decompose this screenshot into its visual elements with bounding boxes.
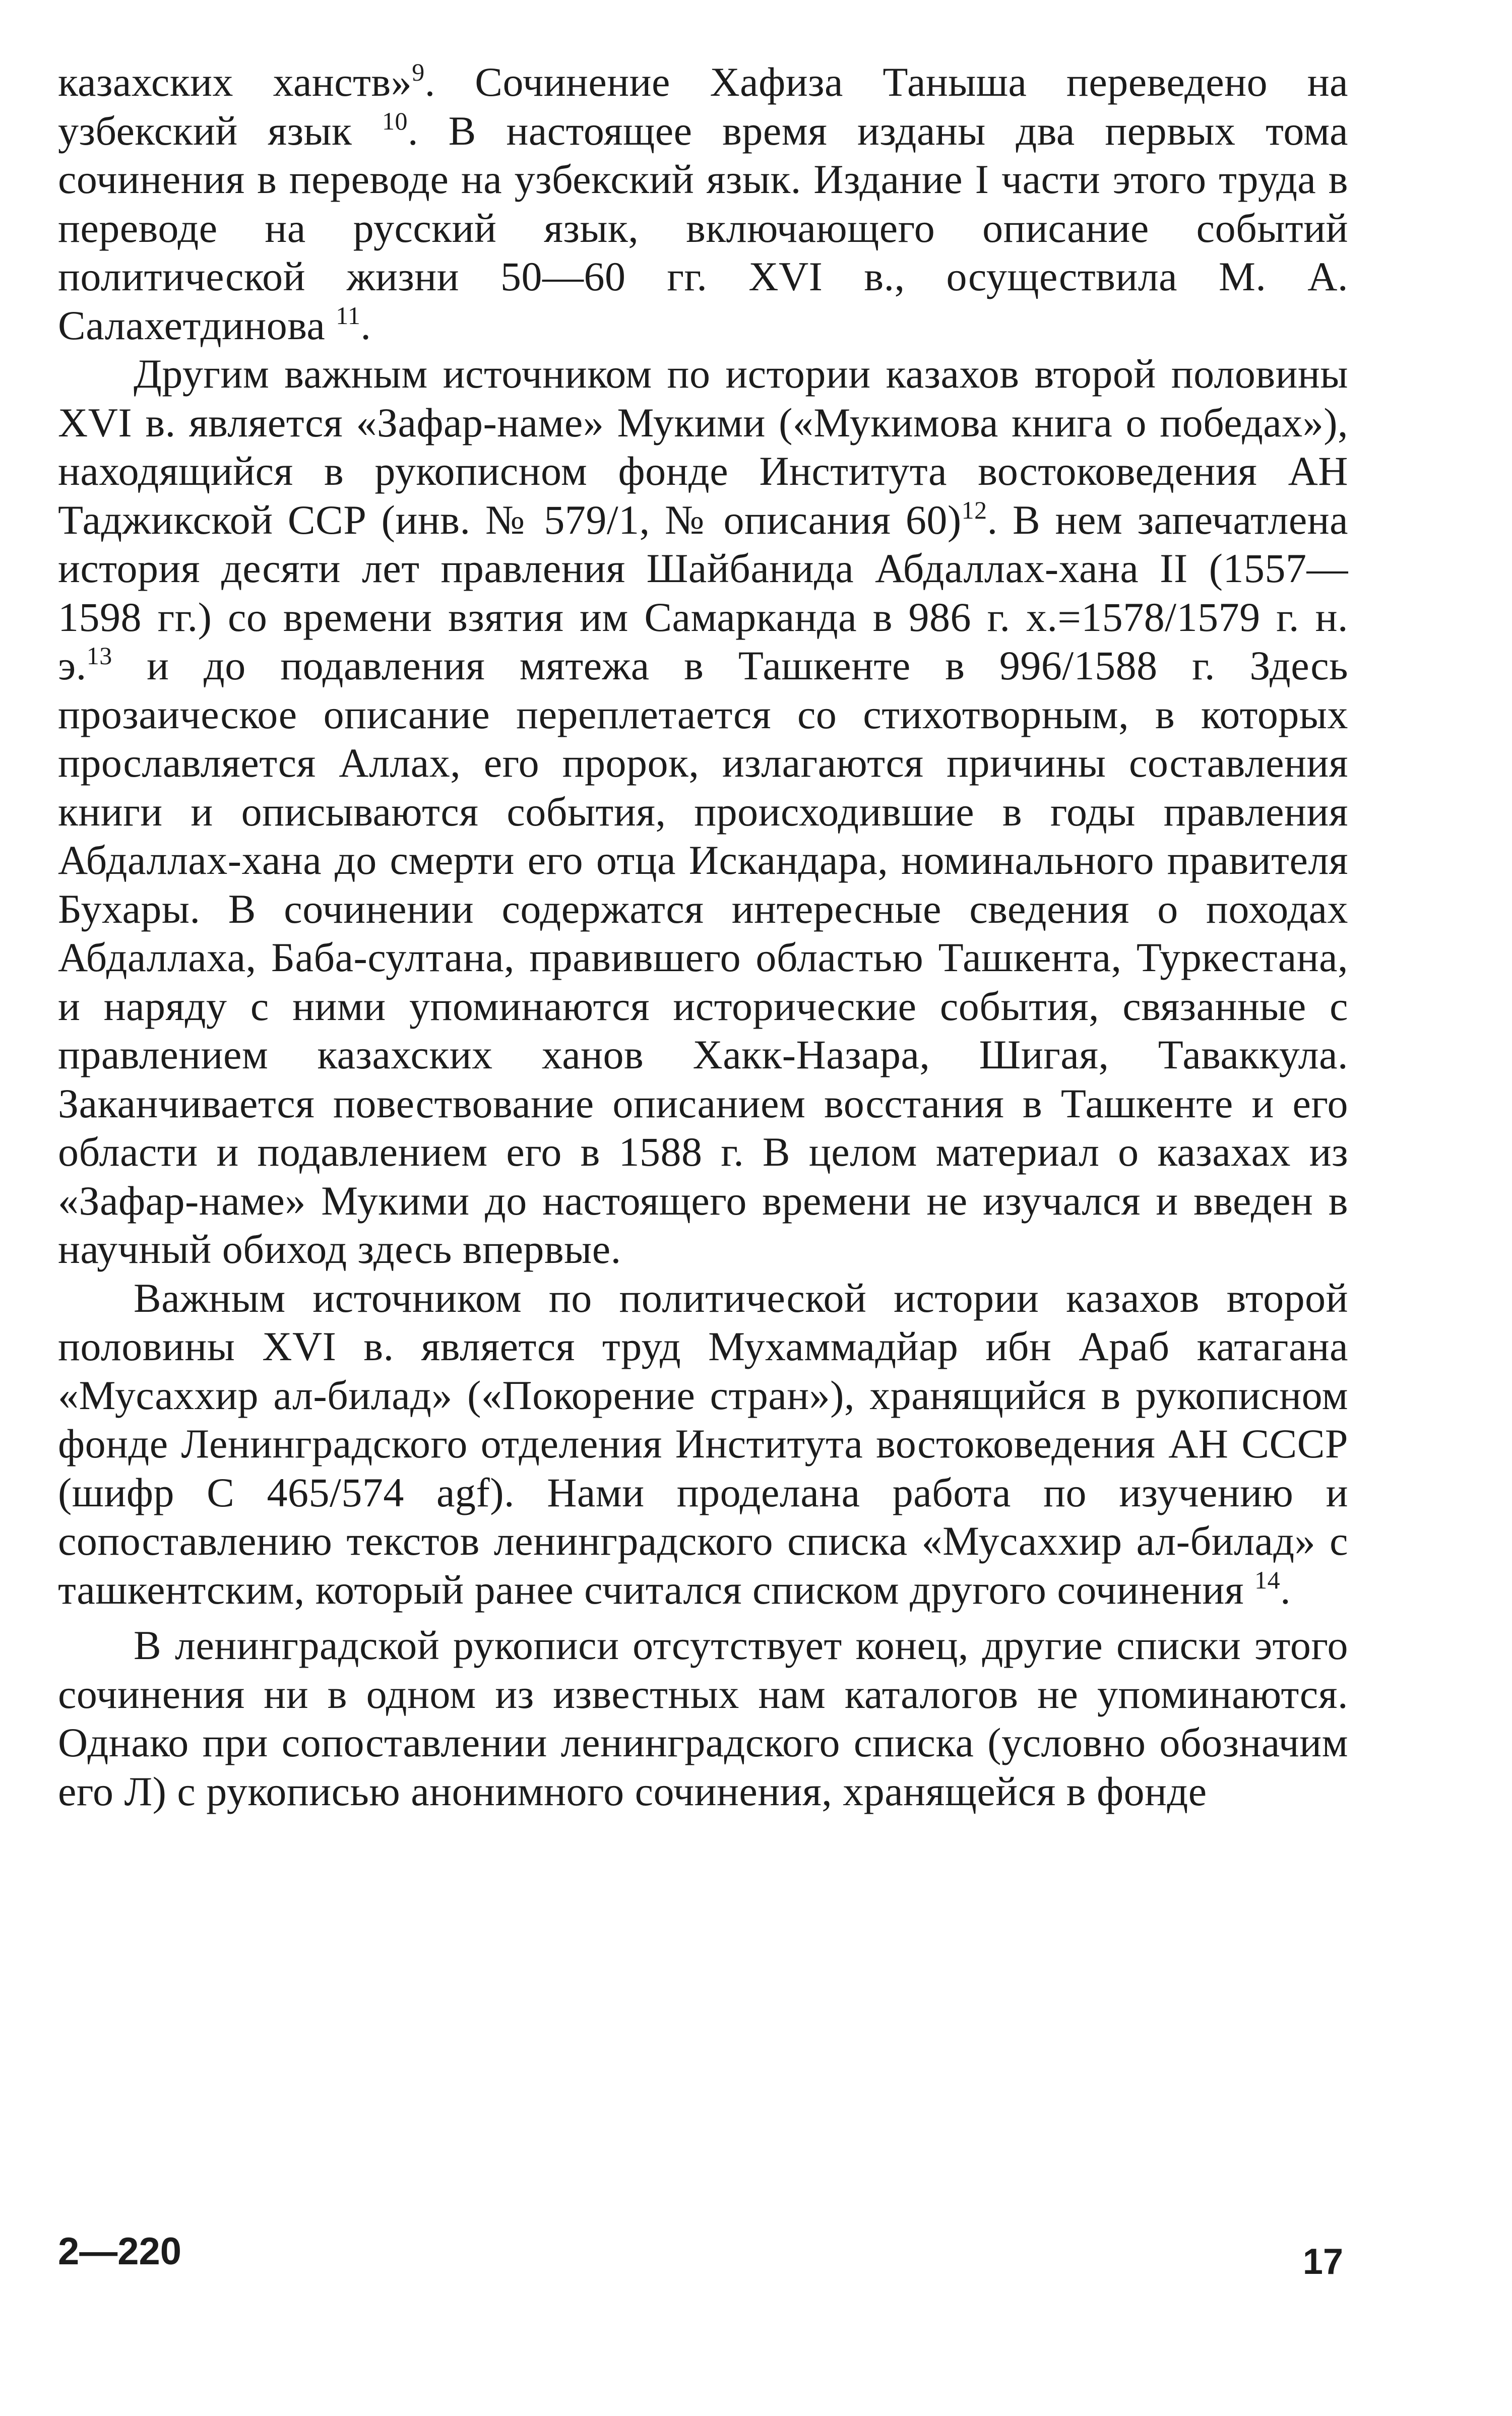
text-run: В ленинградской рукописи отсутствует конец, другие списки этого сочинения ни в одном из известных нам каталогов не упоминаются. Однако при сопоставлении ленинградского списка (условно обозначим его Л) с рукописью анонимного сочинения, хранящейся в фонде [58, 1622, 1348, 1814]
text-run: . Сочинение Хафиза Таныша переведено на узбекский язык [58, 59, 1348, 154]
paragraph [58, 350, 1348, 1274]
text-run: и до подавления мятежа в Ташкенте в 996/1588 г. Здесь прозаическое описание переплетается со стихотворным, в которых прославляется Аллах, его пророк, излагаются причины составления книги и описываются события, происходившие в годы правления Абдаллах-хана до смерти его отца Искандара, номинального правителя Бухары. В сочинении содержатся интересные сведения о походах Абдаллаха, Баба-султана, правившего областью Ташкента, Туркестана, и наряду с ними упоминаются исторические события, связанные с правлением казахских ханов Хакк-Назара, Шигая, Таваккула. Заканчивается повествование описанием восстания в Ташкенте и его области и подавлением его в 1588 г. В целом материал о казахах из «Зафар-наме» Мукими до настоящего времени не изучался и введен в научный обиход здесь впервые. [58, 643, 1348, 1272]
page-number: 17 [1302, 2242, 1343, 2282]
body-text [58, 58, 1348, 1816]
paragraph [58, 1621, 1348, 1816]
footnote-ref: 13 [86, 642, 112, 670]
footnote-ref: 10 [382, 106, 408, 135]
footnote-ref: 9 [412, 58, 425, 86]
page-footer [58, 2227, 1348, 2282]
footnote-ref: 11 [336, 301, 361, 330]
footnote-ref: 14 [1254, 1565, 1281, 1594]
text-run: Другим важным источником по истории казахов второй половины XVI в. является «Зафар-наме» Мукими («Мукимова книга о победах»), находящийся в рукописном фонде Института востоковедения АН Таджикской ССР (инв. № 579/1, № описания 60) [58, 351, 1348, 543]
footnote-ref: 12 [961, 495, 987, 524]
paragraph [58, 1274, 1348, 1615]
printer-signature-mark: 2—220 [58, 2230, 182, 2273]
text-run: . [360, 302, 371, 348]
text-run: Важным источником по политической истории казахов второй половины XVI в. является труд Мухаммадйар ибн Араб катагана «Мусаххир ал-билад» («Покорение стран»), хранящийся в рукописном фонде Ленинградского отделения Института востоковедения АН СССР (шифр С 465/574 agf). Нами проделана работа по изучению и сопоставлению текстов ленинградского списка «Мусаххир ал-билад» с ташкентским, который ранее считался списком другого сочинения [58, 1275, 1348, 1613]
text-run: казахских ханств» [58, 59, 412, 105]
text-run: . [1280, 1566, 1291, 1613]
paragraph [58, 58, 1348, 350]
text-run: . В нем запечатлена история десяти лет правления Шайбанида Абдаллах-хана II (1557—1598 гг.) со времени взятия им Самарканда в 986 г. х.=1578/1579 г. н. э. [58, 496, 1348, 688]
text-run: . В настоящее время изданы два первых тома сочинения в переводе на узбекский язык. Издание I части этого труда в переводе на русский язык, включающего описание событий политической жизни 50—60 гг. XVI в., осуществила М. А. Салахетдинова [58, 107, 1349, 348]
